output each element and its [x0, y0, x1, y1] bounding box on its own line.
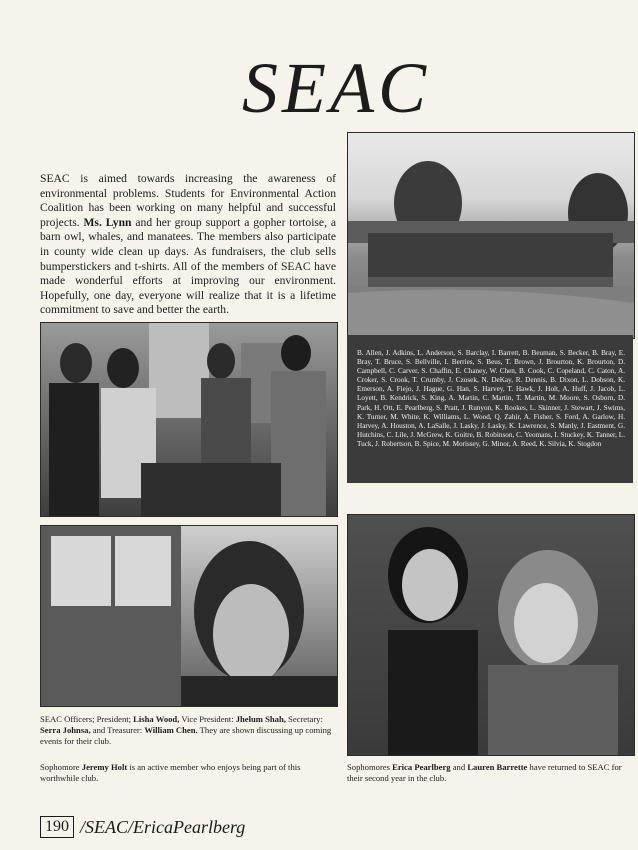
caption-name: Lauren Barrette: [467, 762, 528, 772]
officers-caption: [40, 714, 336, 747]
holt-photo: [40, 525, 338, 707]
sophomores-photo-graphic: [348, 515, 634, 755]
caption-name: Jhelum Shah,: [235, 714, 286, 724]
caption-text: They are shown discussing up coming events for their club.: [40, 725, 332, 746]
caption-name: Serra Johnsa,: [40, 725, 91, 735]
group-photo-graphic: [348, 133, 634, 338]
holt-caption: [40, 762, 336, 784]
intro-text-after: and her group support a gopher tortoise, a barn owl, whales, and manatees. The members also participate in county wide clean up days. As fundraisers, the club sells bumperstickers and t-shirts. All of the members of SEAC have made wonderful efforts at improving our environment. Hopefully, one day, everyone will realize that it is a lifetime commitment to save and better the earth.: [40, 215, 336, 317]
caption-text: Vice President:: [179, 714, 236, 724]
caption-text: SEAC Officers; President;: [40, 714, 134, 724]
group-names: B. Allen, J. Adkins, L. Anderson, S. Barclay, I. Barrett, B. Beuman, S. Becker, B. Bray, E. Bray, T. Bruce, S. Bellville, I. Berries, S. Beus, T. Brown, J. Brourton, K. Brourton, D. Campbell, C. Carver, S. Chaffin, E. Chaney, W. Chen, B. Cook, C. Copeland, C. Caton, A. Croker, S. Crook, T. Crumby, J. Czosek, N. DeKay, R. Dennis, B. Dixon, L. Dobson, K. Emerson, A. Fiejo, J. Hague, G. Han, S. Harvey, T. Hawk, J. Holt, A. Huff, J. Jacob, L. Loyett, B. Kendrick, S. King, A. Martin, C. Martin, T. Martin, M. Moore, S. Osborn, D. Park, H. Ott, E. Pearlberg, S. Pratt, J. Runyon, K. Rookes, L. Skinner, J. Stewart, J. Swims, K. Turner, M. White, K. Williams, L. Wood, Q. Zahir, A. Fisher, S. Ford, A. Garlow, H. Harvey, A. Houston, A. LaSalle, J. Lasky, J. Lasky, K. Lawrence, S. Manly, J. Eastment, G. Hutchins, C. Lile, J. McGrew, K. Goitre, B. Robinson, C. Yeomans, I. Stuckey, K. Tanner, L. Tuck, J. Robertson, B. Spice, M. Morissey, G. Minor, A. Reed, K. Silvia, K. Stogdon: [357, 349, 625, 448]
page-number: 190: [40, 816, 74, 838]
caption-name: Jeremy Holt: [81, 762, 128, 772]
caption-text: Secretary:: [285, 714, 323, 724]
caption-text: Sophomores: [347, 762, 393, 772]
officers-photo-graphic: [41, 323, 337, 516]
caption-text: and Treasurer:: [90, 725, 145, 735]
page-title: SEAC: [242, 48, 430, 128]
caption-name: Erica Pearlberg: [392, 762, 451, 772]
caption-text: Sophomore: [40, 762, 82, 772]
officers-photo: [40, 322, 338, 517]
group-photo: [347, 132, 635, 339]
caption-text: have returned to SEAC for their second year in the club.: [347, 762, 622, 783]
page-footer: [40, 816, 245, 838]
intro-text-before: SEAC is aimed towards increasing the awareness of environmental problems. Students for Environmental Action Coalition has been working on many helpful and successful projects.: [40, 172, 336, 229]
intro-advisor-name: Ms. Lynn: [83, 215, 132, 229]
intro-paragraph: [40, 172, 336, 318]
caption-name: William Chen.: [144, 725, 198, 735]
sophomores-photo: [347, 514, 635, 756]
caption-text: is an active member who enjoys being part of this worthwhile club.: [40, 762, 301, 783]
caption-text: and: [450, 762, 468, 772]
holt-photo-graphic: [41, 526, 337, 706]
sophomores-caption: [347, 762, 633, 784]
footer-text: /SEAC/EricaPearlberg: [80, 816, 246, 837]
caption-name: Lisha Wood,: [133, 714, 180, 724]
